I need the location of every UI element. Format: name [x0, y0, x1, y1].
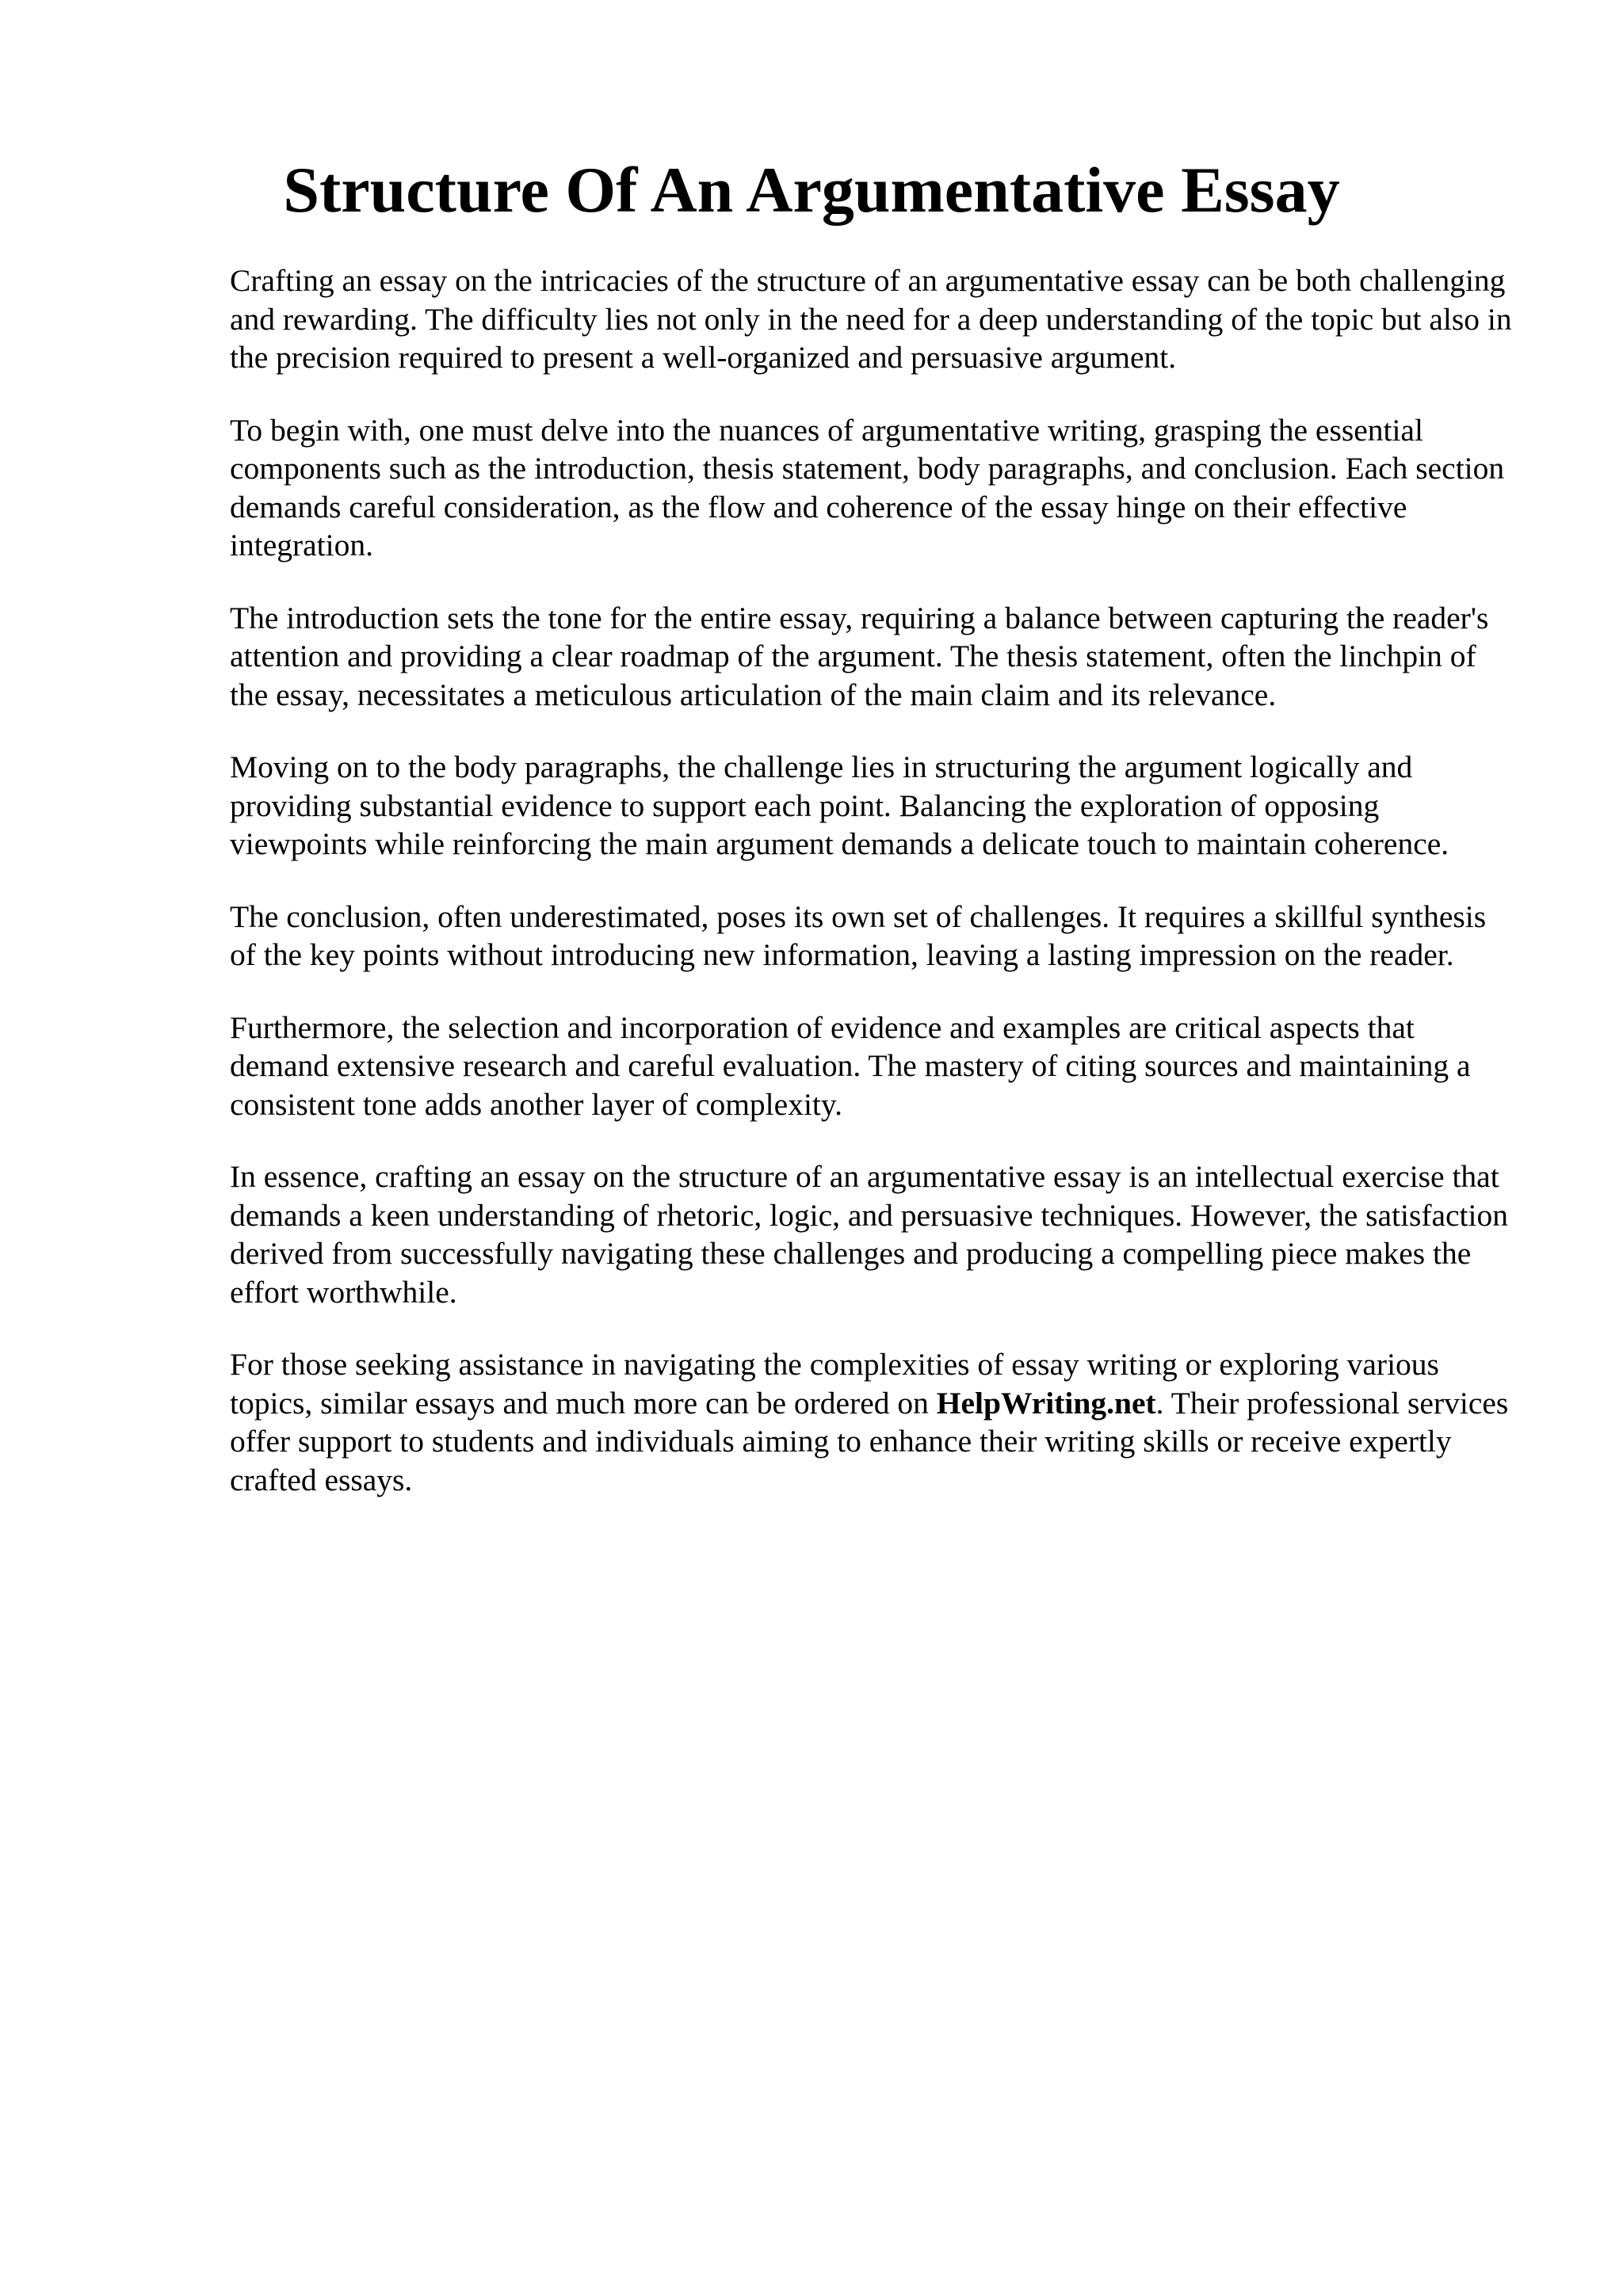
paragraph-8-intro: For those seeking assistance in navigating the complexities of essay writing or exploring various topics, similar essays and much more can be ordered on	[230, 1347, 1439, 1421]
essay-body	[230, 261, 1514, 1533]
paragraph-6: Furthermore, the selection and incorporation of evidence and examples are critical aspects that demand extensive research and careful evaluation. The mastery of citing sources and maintaining a consistent tone adds another layer of complexity.	[230, 1009, 1471, 1122]
paragraph-7: In essence, crafting an essay on the structure of an argumentative essay is an intellectual exercise that demands a keen understanding of rhetoric, logic, and persuasive techniques. However, the satisfaction derived from successfully navigating these challenges and producing a compelling piece makes the effort worthwhile.	[230, 1159, 1509, 1310]
paragraph-4: Moving on to the body paragraphs, the challenge lies in structuring the argument logically and providing substantial evidence to support each point. Balancing the exploration of opposing viewpoints while reinforcing the main argument demands a delicate touch to maintain coherence.	[230, 749, 1449, 861]
paragraph-8-outro: . Their professional services offer support to students and individuals aiming to enhance their writing skills or receive expertly crafted essays.	[230, 1385, 1509, 1497]
paragraph-8	[230, 1345, 1514, 1499]
paragraph-5: The conclusion, often underestimated, poses its own set of challenges. It requires a skillful synthesis of the key points without introducing new information, leaving a lasting impression on the reader.	[230, 898, 1487, 972]
paragraph-3: The introduction sets the tone for the entire essay, requiring a balance between capturing the reader's attention and providing a clear roadmap of the argument. The thesis statement, often the linchpin of the essay, necessitates a meticulous articulation of the main claim and its relevance.	[230, 600, 1489, 712]
paragraph-2: To begin with, one must delve into the nuances of argumentative writing, grasping the essential components such as the introduction, thesis statement, body paragraphs, and conclusion. Each section demands careful consideration, as the flow and coherence of the essay hinge on their effective integration.	[230, 412, 1505, 563]
page-title: Structure Of An Argumentative Essay	[283, 154, 1340, 226]
helpwriting-link[interactable]: HelpWriting.net	[936, 1385, 1156, 1421]
paragraph-1: Crafting an essay on the intricacies of the structure of an argumentative essay can be both challenging and rewarding. The difficulty lies not only in the need for a deep understanding of the topic but also in the precision required to present a well-organized and persuasive argument.	[230, 263, 1512, 375]
